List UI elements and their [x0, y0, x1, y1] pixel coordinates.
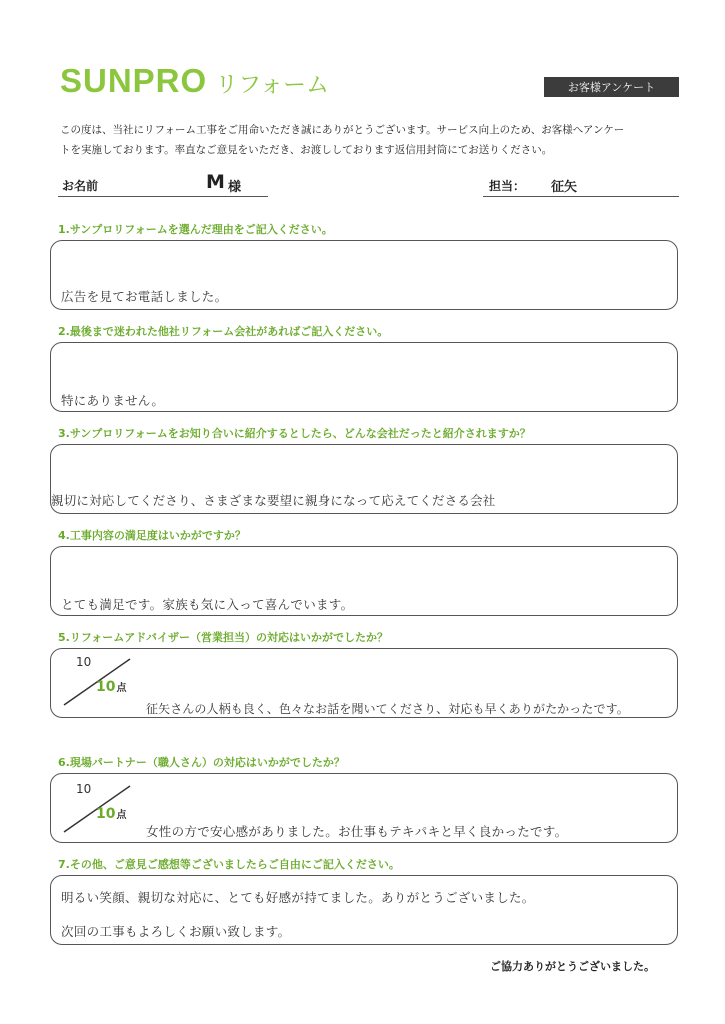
question-2-answer-box [50, 342, 678, 412]
intro-line: この度は、当社にリフォーム工事をご用命いただき誠にありがとうございます。サービス向上のため、お客様へアンケー [60, 124, 625, 136]
sunpro-logo [60, 62, 329, 100]
question-6-score [58, 782, 148, 837]
question-3-title: 3.サンプロリフォームをお知り合いに紹介するとしたら、どんな会社だったと紹介されますか？ [58, 427, 531, 440]
staff-field [483, 170, 679, 197]
question-5-score [58, 655, 148, 710]
question-6-answer: 女性の方で安心感がありました。お仕事もテキパキと早く良かったです。 [146, 824, 568, 839]
question-4-title: 4.工事内容の満足度はいかがですか？ [58, 529, 246, 542]
survey-badge: お客様アンケート [544, 77, 679, 97]
question-1-title: 1.サンプロリフォームを選んだ理由をご記入ください。 [58, 223, 333, 236]
question-7-answer-box [50, 875, 678, 945]
name-label: お名前 [62, 179, 99, 193]
score-number: 10 [96, 806, 116, 822]
question-7-answer-line: 明るい笑顔、親切な対応に、とても好感が持てました。ありがとうございました。 [61, 890, 535, 905]
question-2-title: 2.最後まで迷われた他社リフォーム会社があればご記入ください。 [58, 325, 389, 338]
name-value: M [206, 171, 225, 193]
question-7-title: 7.その他、ご意見ご感想等ございましたらご自由にご記入ください。 [58, 858, 400, 871]
score-number: 10 [96, 679, 116, 695]
question-5-title: 5.リフォームアドバイザー（営業担当）の対応はいかがでしたか？ [58, 631, 389, 644]
question-1-answer: 広告を見てお電話しました。 [61, 289, 228, 304]
intro-line: トを実施しております。率直なご意見をいただき、お渡ししております返信用封筒にてお送りください。 [60, 144, 553, 156]
question-4-answer-box [50, 546, 678, 616]
score-unit: 点 [116, 683, 127, 694]
staff-label: 担当： [489, 179, 526, 193]
intro-text [60, 120, 690, 160]
question-5-answer: 征矢さんの人柄も良く、色々なお話を聞いてくださり、対応も早くありがたかったです。 [146, 702, 629, 716]
score-value [96, 679, 126, 695]
question-7-answer-line: 次回の工事もよろしくお願い致します。 [61, 924, 291, 939]
thanks-message: ご協力ありがとうございました。 [490, 960, 655, 973]
staff-value: 征矢 [551, 180, 578, 195]
question-4-answer: とても満足です。家族も気に入って喜んでいます。 [61, 597, 354, 612]
score-max: 10 [76, 655, 92, 669]
question-3-answer: 親切に対応してくださり、さまざまな要望に親身になって応えてくださる会社 [51, 493, 496, 508]
question-2-answer: 特にありません。 [61, 393, 165, 408]
score-max: 10 [76, 782, 92, 796]
score-unit: 点 [116, 810, 127, 821]
question-6-title: 6.現場パートナー（職人さん）の対応はいかがでしたか？ [58, 756, 345, 769]
logo-wordmark: SUNPRO [60, 62, 208, 99]
question-3-answer-box [50, 444, 678, 514]
logo-subtitle: リフォーム [215, 72, 330, 98]
name-suffix: 様 [228, 180, 242, 195]
customer-name-field [58, 170, 268, 197]
question-1-answer-box [50, 240, 678, 310]
score-value [96, 806, 126, 822]
